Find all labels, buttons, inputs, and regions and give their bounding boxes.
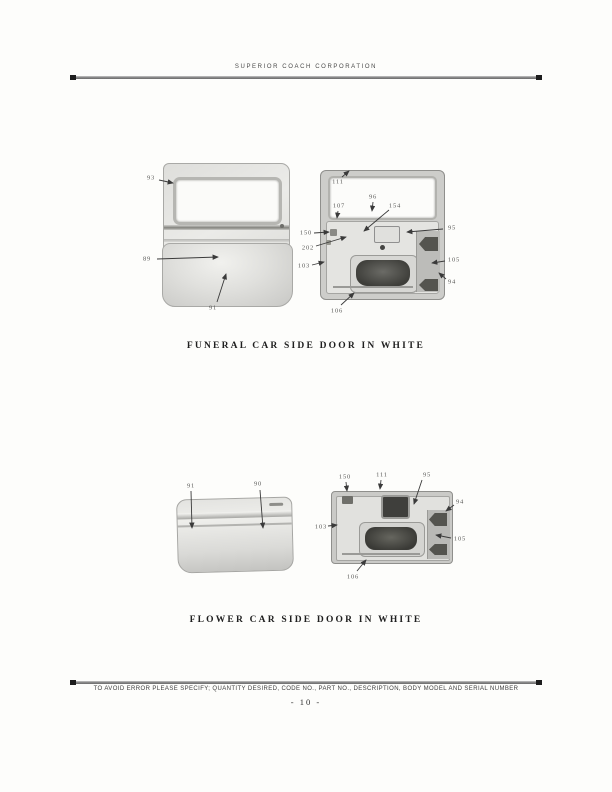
callout-arrows (70, 460, 542, 585)
callout-arrows (70, 145, 542, 330)
callout-label-105: 105 (453, 535, 467, 543)
door-handle-hole (280, 224, 284, 228)
door-belt-molding (164, 225, 289, 230)
callout-label-111: 111 (376, 471, 388, 479)
callout-label-95: 95 (422, 471, 432, 479)
armrest-recess-cavity (356, 260, 410, 286)
figure-funeral-door (70, 145, 542, 330)
door-window-opening (328, 176, 437, 220)
callout-label-103: 103 (297, 262, 311, 270)
funeral-door-interior-illustration (320, 170, 445, 300)
page-number: - 10 - (290, 697, 322, 707)
door-belt-shadow-line (164, 239, 289, 242)
callout-label-93: 93 (146, 174, 156, 182)
callout-label-90: 90 (253, 480, 263, 488)
flower-door-interior-illustration (331, 491, 453, 564)
door-belt-molding (177, 511, 291, 520)
figure-caption-funeral: FUNERAL CAR SIDE DOOR IN WHITE (186, 341, 426, 351)
callout-label-106: 106 (330, 307, 344, 315)
door-clip (326, 240, 331, 245)
door-clip (342, 496, 353, 504)
footer-rule (70, 681, 542, 684)
flower-door-exterior-illustration (176, 496, 294, 573)
callout-label-94: 94 (447, 278, 457, 286)
callout-label-95: 95 (447, 224, 457, 232)
door-window-opening (173, 177, 282, 225)
armrest-recess-cavity (365, 527, 417, 550)
callout-label-91: 91 (208, 304, 218, 312)
callout-label-91: 91 (186, 482, 196, 490)
callout-label-103: 103 (314, 523, 328, 531)
door-bottom-rail (333, 286, 413, 288)
page-header-title: SUPERIOR COACH CORPORATION (234, 64, 378, 70)
callout-label-111: 111 (332, 178, 344, 186)
callout-label-96: 96 (368, 193, 378, 201)
door-latch-plate (374, 226, 400, 243)
door-lock-knob (380, 245, 385, 250)
footer-order-note: TO AVOID ERROR PLEASE SPECIFY; QUANTITY DESIRED, CODE NO., PART NO., DESCRIPTION, BODY MODEL AND SERIAL NUMBER (93, 686, 519, 692)
callout-label-150: 150 (338, 473, 352, 481)
funeral-door-exterior-illustration (163, 163, 290, 305)
header-rule (70, 76, 542, 79)
door-top-hardware (269, 503, 283, 506)
callout-label-105: 105 (447, 256, 461, 264)
door-latch-assembly (381, 495, 410, 519)
callout-label-202: 202 (301, 244, 315, 252)
callout-label-154: 154 (388, 202, 402, 210)
callout-label-107: 107 (332, 202, 346, 210)
door-bottom-rail (342, 553, 420, 555)
callout-label-89: 89 (142, 255, 152, 263)
figure-flower-door (70, 460, 542, 585)
callout-label-94: 94 (455, 498, 465, 506)
callout-label-106: 106 (346, 573, 360, 581)
door-shadow-line (178, 523, 292, 528)
door-lower-panel (162, 243, 293, 307)
callout-label-150: 150 (299, 229, 313, 237)
figure-caption-flower: FLOWER CAR SIDE DOOR IN WHITE (189, 615, 423, 625)
door-clip (330, 229, 337, 236)
